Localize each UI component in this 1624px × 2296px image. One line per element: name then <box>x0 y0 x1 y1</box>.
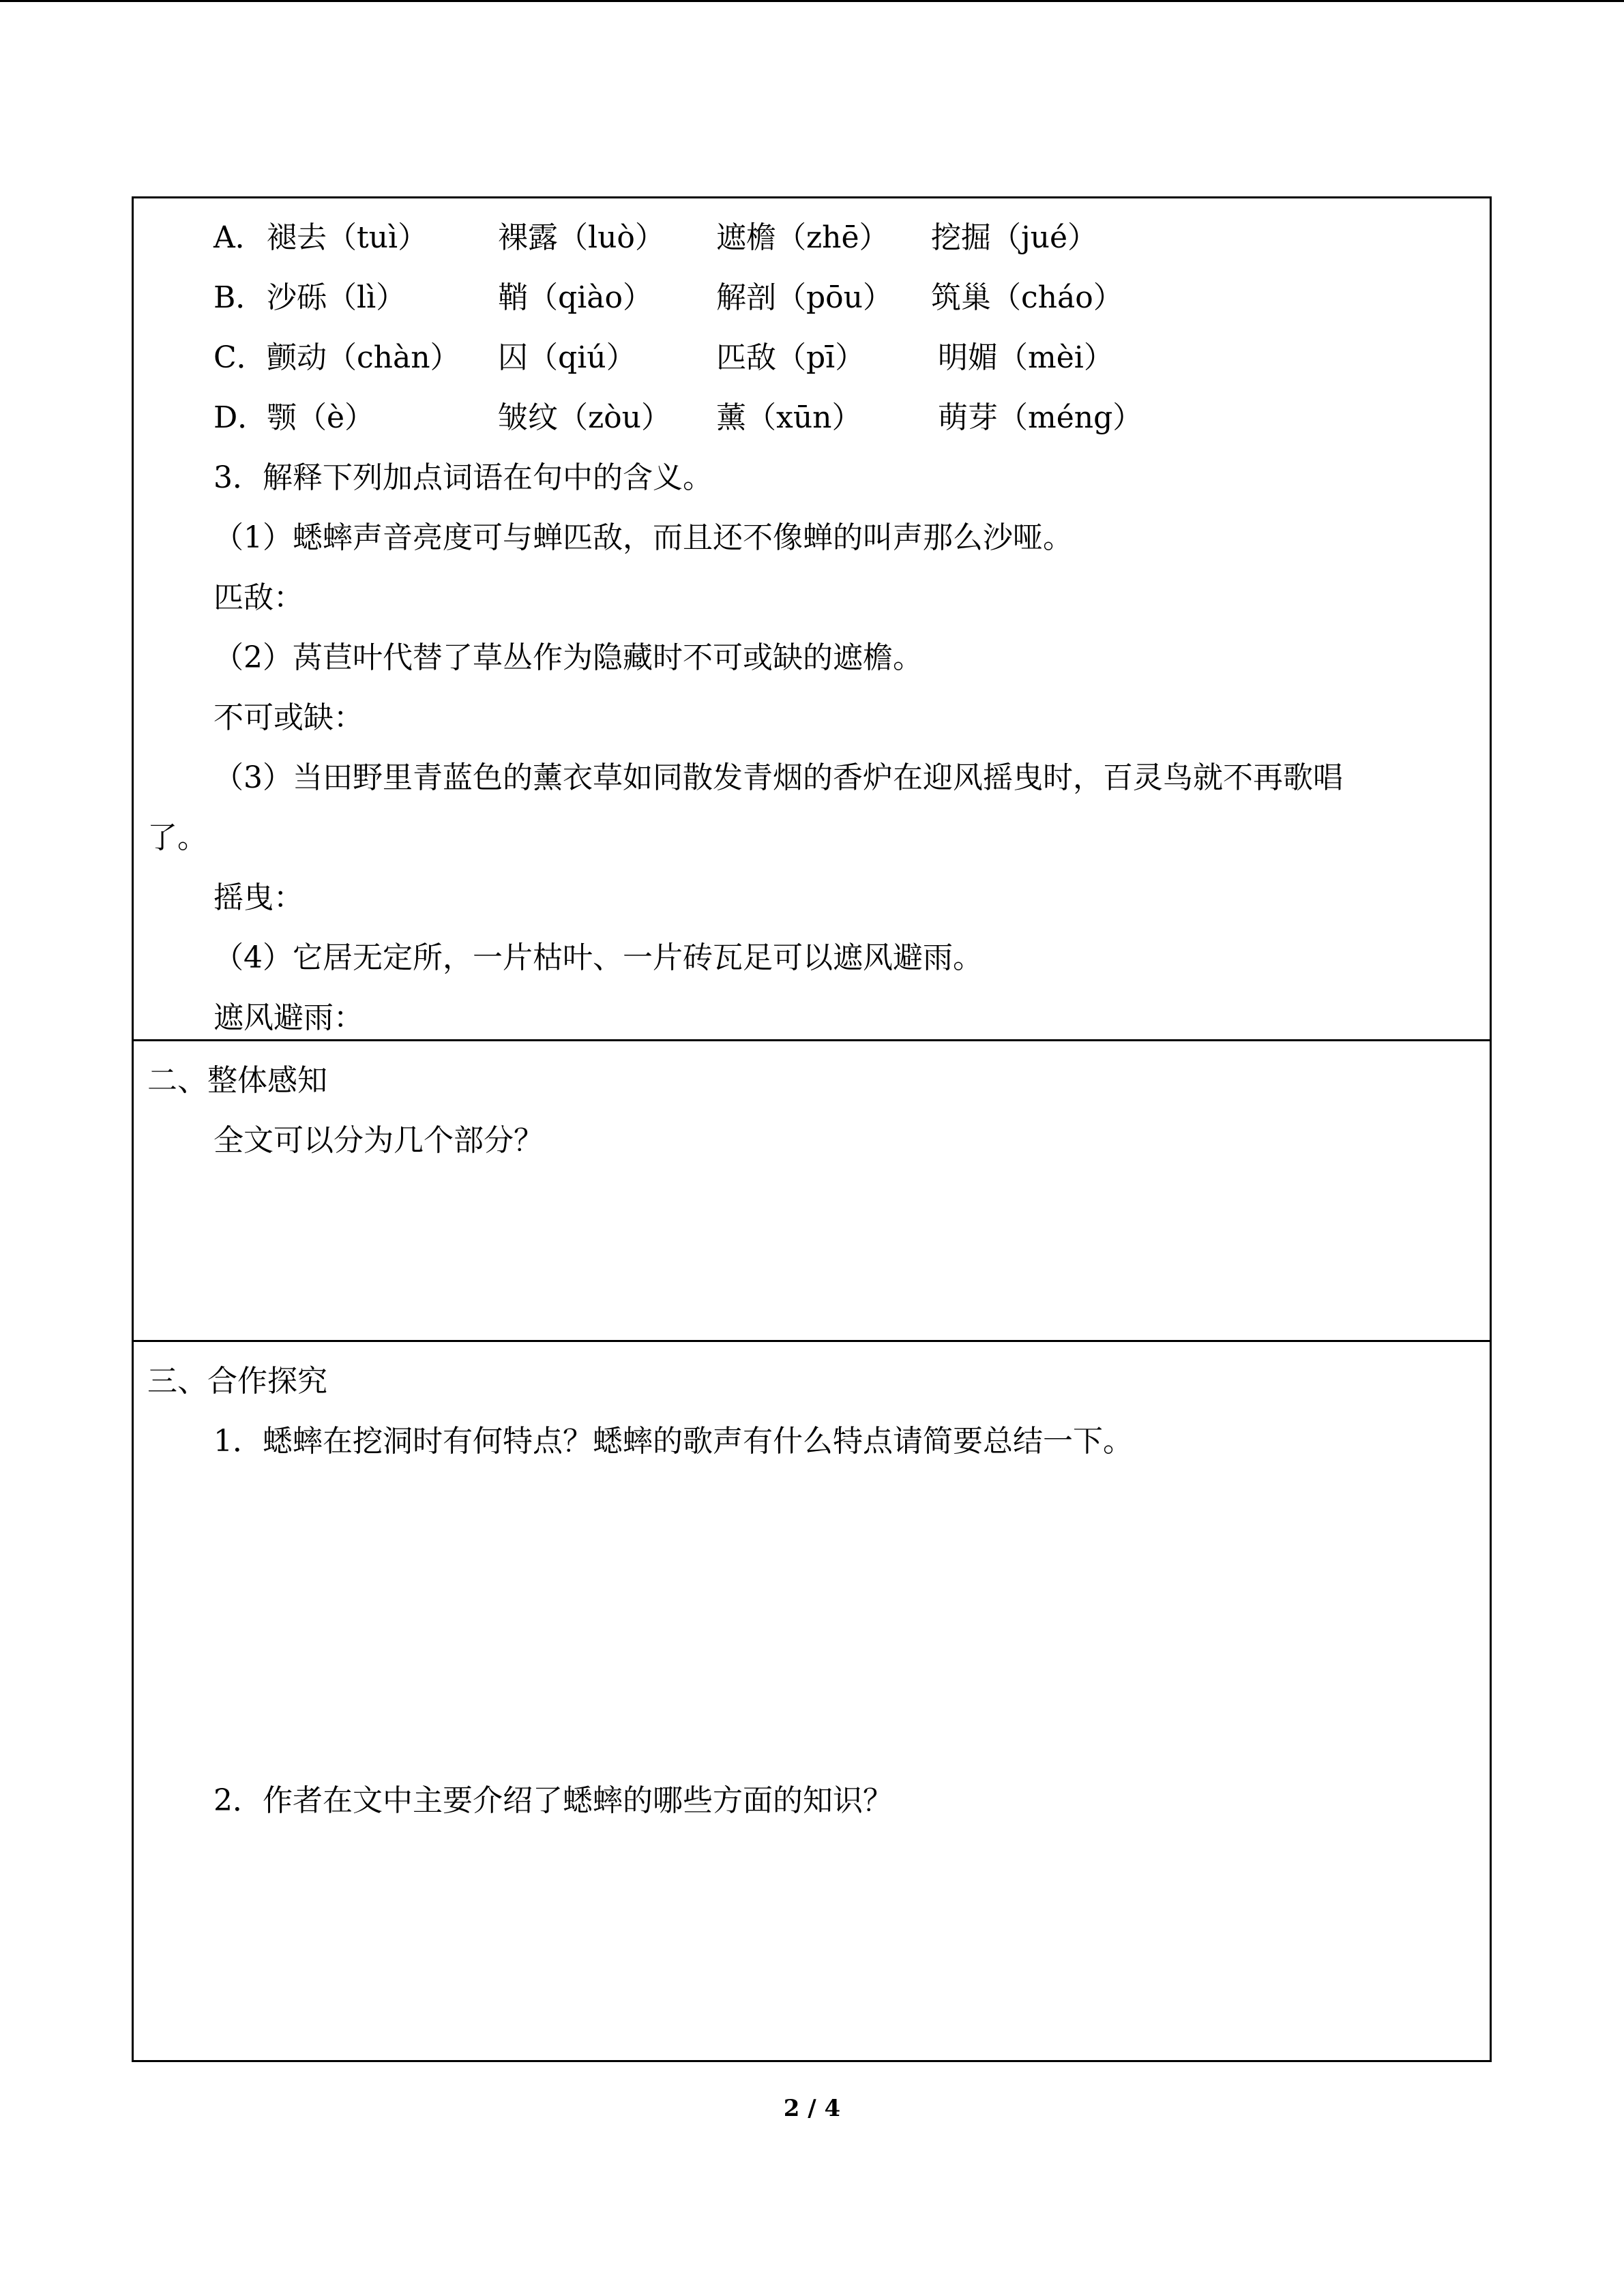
section-2-heading: 二、整体感知 <box>147 1063 327 1098</box>
q3-term-4: 遮风避雨： <box>213 1000 364 1035</box>
option-word: 颤动（chàn） <box>267 340 460 375</box>
q3-sentence-1: （1）蟋蟀声音亮度可与蝉匹敌，而且还不像蝉的叫声那么沙哑。 <box>213 520 1073 555</box>
section-cooperative-inquiry <box>134 1342 1490 2060</box>
q3-sentence-2: （2）莴苣叶代替了草丛作为隐藏时不可或缺的遮檐。 <box>213 640 923 675</box>
section-3-question-2: 2．作者在文中主要介绍了蟋蟀的哪些方面的知识？ <box>213 1783 893 1818</box>
option-word: 褪去（tuì） <box>267 220 428 255</box>
option-word: 解剖（pōu） <box>716 280 893 315</box>
option-letter: C． <box>213 340 267 375</box>
option-word: 沙砾（lì） <box>267 280 407 315</box>
option-word: 遮檐（zhē） <box>716 220 889 255</box>
option-letter: B． <box>213 280 266 315</box>
q3-term-1: 匹敌： <box>213 580 304 615</box>
page-number: 2 / 4 <box>783 2095 841 2122</box>
option-word: 裸露（luò） <box>498 220 665 255</box>
page-top-border <box>0 0 1624 2</box>
q3-sentence-3: （3）当田野里青蓝色的薰衣草如同散发青烟的香炉在迎风摇曳时，百灵鸟就不再歌唱 <box>213 760 1343 795</box>
option-word: 筑巢（cháo） <box>931 280 1123 315</box>
section-overall-perception <box>134 1041 1490 1342</box>
q3-term-3: 摇曳： <box>213 880 304 915</box>
option-word: 薰（xūn） <box>716 400 862 435</box>
question-3-title: 3．解释下列加点词语在句中的含义。 <box>213 460 713 495</box>
section-2-question: 全文可以分为几个部分？ <box>213 1123 544 1158</box>
option-letter: D． <box>213 400 268 435</box>
option-letter: A． <box>213 220 265 255</box>
option-word: 明媚（mèi） <box>938 340 1114 375</box>
option-word: 皱纹（zòu） <box>498 400 672 435</box>
option-word: 挖掘（jué） <box>931 220 1098 255</box>
option-word: 匹敌（pī） <box>716 340 866 375</box>
q3-sentence-4: （4）它居无定所，一片枯叶、一片砖瓦足可以遮风避雨。 <box>213 940 983 975</box>
option-word: 囚（qiú） <box>498 340 636 375</box>
option-word: 萌芽（méng） <box>938 400 1143 435</box>
section-3-question-1: 1．蟋蟀在挖洞时有何特点？蟋蟀的歌声有什么特点请简要总结一下。 <box>213 1424 1133 1459</box>
worksheet-table <box>132 196 1492 2062</box>
section-vocabulary <box>134 198 1490 1041</box>
q3-sentence-3-continuation: 了。 <box>147 820 207 855</box>
section-3-heading: 三、合作探究 <box>147 1364 327 1399</box>
option-word: 鞘（qiào） <box>498 280 653 315</box>
option-word: 颚（è） <box>267 400 375 435</box>
q3-term-2: 不可或缺： <box>213 700 364 735</box>
